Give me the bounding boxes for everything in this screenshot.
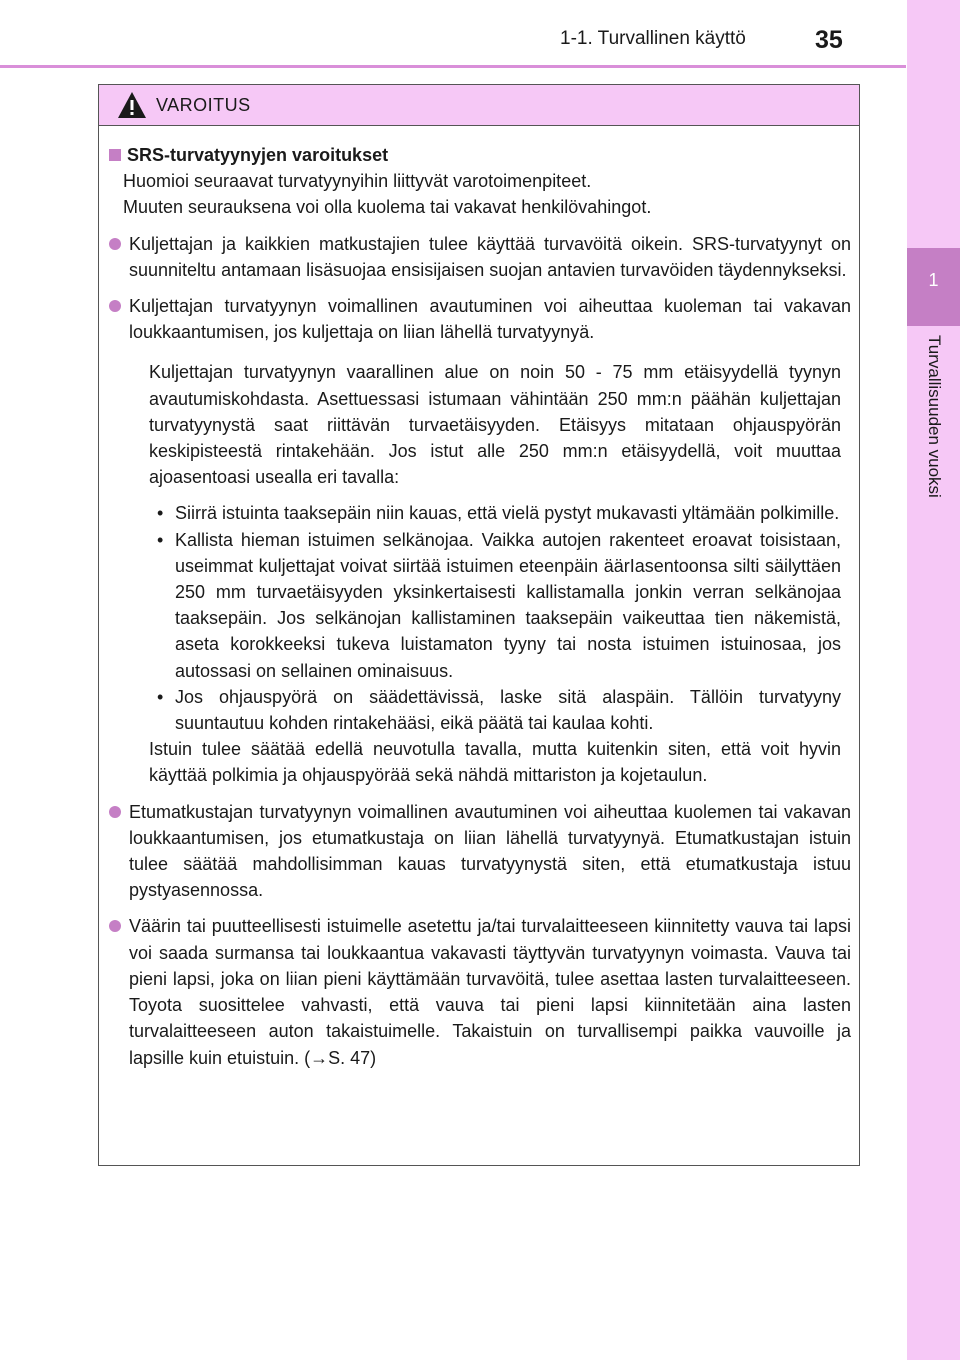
driver-distance-text: Kuljettajan turvatyynyn vaarallinen alue on noin 50 - 75 mm etäisyydellä tyynyn avautumiskohdasta. Asettuessasi istumaan vähintään 250 mm:n päähän kuljettajan turvatyynystä saat riittävän turvaetäisyyden. Etäisyys mitataan ohjauspyörän keskipisteestä rintakehään. Jos istut alle 250 mm:n etäisyydellä, voit muuttaa ajoasentoasi usealla eri tavalla: bbox=[149, 362, 841, 488]
warning-label: VAROITUS bbox=[156, 95, 251, 115]
circle-bullet-icon bbox=[109, 806, 121, 818]
bullet-dot-icon: • bbox=[157, 529, 164, 550]
list-item-text: Kuljettajan turvatyynyn voimallinen avautuminen voi aiheuttaa kuoleman tai vakavan loukkaantumisen, jos kuljettaja on liian lähellä turvatyynyä. bbox=[129, 296, 851, 343]
list-item-text: Kuljettajan ja kaikkien matkustajien tulee käyttää turvavöitä oikein. SRS-turvatyynyt on suunniteltu antamaan lisäsuojaa ensisijaisen suojan antavien turvavöiden täydennykseksi. bbox=[129, 233, 851, 280]
circle-bullet-icon bbox=[109, 238, 121, 250]
list-item bbox=[109, 293, 851, 345]
list-item bbox=[109, 799, 851, 904]
warning-content bbox=[99, 126, 859, 1071]
warning-box bbox=[98, 84, 860, 1166]
seat-adjust-text: Istuin tulee säätää edellä neuvotulla tavalla, mutta kuitenkin siten, että voit hyvin käyttää polkimia ja ohjauspyörää sekä nähdä mittariston ja kojetaulun. bbox=[149, 739, 841, 786]
warning-header bbox=[99, 85, 859, 126]
square-bullet-icon bbox=[109, 149, 121, 161]
sub-bullet-list bbox=[109, 500, 851, 736]
header-divider bbox=[0, 65, 906, 68]
sub-bullet-item bbox=[157, 684, 841, 736]
list-item-text: Väärin tai puutteellisesti istuimelle asetettu ja/tai turvalaitteeseen kiinnitetty vauva tai lapsi voi saada surmansa tai loukkaantua vakavasti täyttyvän turvatyynyn voimasta. Vauva tai pieni lapsi, joka on liian pieni käyttämään turvavöitä, tulee asettaa lasten turvalaitteeseen. Toyota suosittelee vahvasti, että vauva tai pieni lapsi kiinnitetään aina lasten turvalaitteeseen auton takaistuimelle. Takaistuin on turvallisempi paikka vauvoille ja lapsille kuin etuistuin. (→S. 47) bbox=[129, 916, 851, 1068]
section-heading bbox=[109, 142, 851, 168]
chapter-number: 1 bbox=[928, 270, 939, 290]
list-item-text: Etumatkustajan turvatyynyn voimallinen avautuminen voi aiheuttaa kuolemen tai vakavan loukkaantumisen, jos etumatkustaja on liian lähellä turvatyynyä. Etumatkustajan istuin tulee säätää mahdollisimman kauas turvatyynystä siten, että etumatkustaja istuu pystyasennossa. bbox=[129, 801, 851, 901]
sub-bullet-text: Siirrä istuinta taaksepäin niin kauas, että vielä pystyt mukavasti yltämään polkimille. bbox=[175, 503, 840, 524]
list-item bbox=[109, 913, 851, 1070]
page-header-title: 1-1. Turvallinen käyttö bbox=[560, 28, 746, 49]
warning-triangle-icon bbox=[117, 91, 147, 119]
bullet-dot-icon: • bbox=[157, 686, 164, 707]
chapter-title: Turvallisuuden vuoksi bbox=[925, 335, 944, 498]
page-number: 35 bbox=[815, 26, 843, 54]
side-tab bbox=[907, 0, 960, 1360]
section-heading-text: SRS-turvatyynyjen varoitukset bbox=[127, 145, 389, 165]
circle-bullet-icon bbox=[109, 300, 121, 312]
sub-bullet-item bbox=[157, 500, 841, 526]
intro-line: Muuten seurauksena voi olla kuolema tai vakavat henkilövahingot. bbox=[123, 197, 652, 218]
circle-bullet-icon bbox=[109, 920, 121, 932]
list-item bbox=[109, 231, 851, 283]
intro-line: Huomioi seuraavat turvatyynyihin liittyvät varotoimenpiteet. bbox=[123, 171, 592, 192]
sub-bullet-text: Kallista hieman istuimen selkänojaa. Vaikka autojen rakenteet eroavat toisistaan, useimmat kuljettajat voivat siirtää istuimen eteenpäin äärIasentoonsa silti säilyttäen 250 mm turvaetäisyyden yksinkertaisesti kallistamalla jonkin verran selkänojaa taaksepäin. Jos selkänojan kallistaminen taaksepäin vaikeuttaa tien näkemistä, aseta korokkeeksi tukeva luistamaton tyyny tai nosta istuimen istuinosaa, jos autossasi on sellainen ominaisuus. bbox=[175, 529, 841, 681]
bullet-dot-icon: • bbox=[157, 503, 164, 524]
sub-bullet-text: Jos ohjauspyörä on säädettävissä, laske sitä alaspäin. Tällöin turvatyyny suuntautuu kohden rintakehääsi, eikä päätä tai kaulaa kohti. bbox=[175, 686, 841, 734]
sub-bullet-item bbox=[157, 527, 841, 684]
